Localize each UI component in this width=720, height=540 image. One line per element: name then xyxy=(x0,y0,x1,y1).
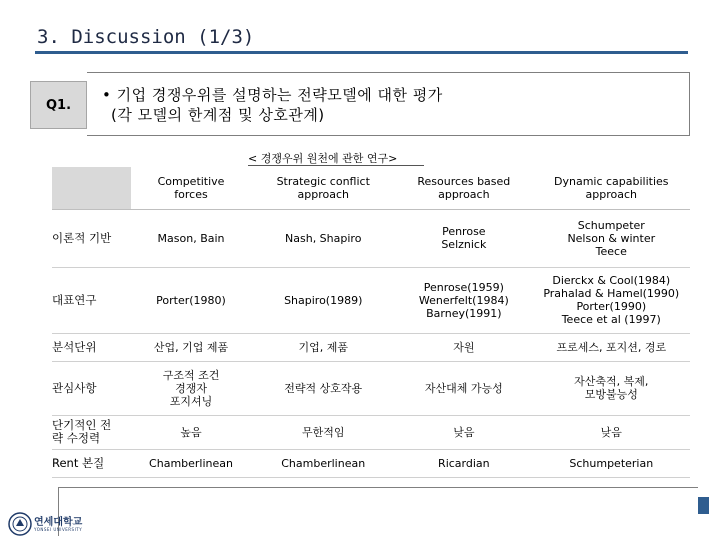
table-cell: Shapiro(1989) xyxy=(251,267,395,333)
footer-rule-horizontal xyxy=(58,487,698,488)
table-row xyxy=(52,449,690,477)
table-row xyxy=(52,209,690,267)
header-competitive-forces: Competitive forces xyxy=(131,167,252,209)
table-cell: 산업, 기업 제품 xyxy=(131,333,252,361)
table-cell: Dierckx & Cool(1984) Prahalad & Hamel(1990) Porter(1990) Teece et al (1997) xyxy=(533,267,690,333)
question-label: Q1. xyxy=(30,81,87,129)
table-cell: 자산대체 가능성 xyxy=(395,361,532,415)
table-header-row xyxy=(52,167,690,209)
table-cell: 낮음 xyxy=(533,415,690,449)
header-dynamic-capabilities: Dynamic capabilities approach xyxy=(533,167,690,209)
table-cell: 전략적 상호작용 xyxy=(251,361,395,415)
university-logo xyxy=(6,510,86,538)
table-cell: 무한적임 xyxy=(251,415,395,449)
table-cell: Porter(1980) xyxy=(131,267,252,333)
table-row xyxy=(52,333,690,361)
table-cell: Ricardian xyxy=(395,449,532,477)
row-label: 단기적인 전 략 수정력 xyxy=(52,415,131,449)
title-underline xyxy=(35,51,688,54)
university-seal-icon xyxy=(8,512,32,536)
question-panel xyxy=(87,72,690,136)
row-label: 이론적 기반 xyxy=(52,209,131,267)
table-caption: < 경쟁우위 원천에 관한 연구> xyxy=(248,152,398,165)
table-row xyxy=(52,267,690,333)
table-cell: 자원 xyxy=(395,333,532,361)
logo-text: 연세대학교 xyxy=(34,517,83,528)
table-cell: 자산축적, 복제, 모방불능성 xyxy=(533,361,690,415)
slide-title: 3. Discussion (1/3) xyxy=(37,26,255,48)
table-row xyxy=(52,361,690,415)
row-label: 분석단위 xyxy=(52,333,131,361)
row-label: Rent 본질 xyxy=(52,449,131,477)
header-strategic-conflict: Strategic conflict approach xyxy=(251,167,395,209)
header-resources-based: Resources based approach xyxy=(395,167,532,209)
row-label: 대표연구 xyxy=(52,267,131,333)
table-row xyxy=(52,415,690,449)
table-cell: Mason, Bain xyxy=(131,209,252,267)
table-cell: 높음 xyxy=(131,415,252,449)
corner-accent-square xyxy=(698,497,709,514)
comparison-table xyxy=(52,167,690,478)
table-cell: Schumpeterian xyxy=(533,449,690,477)
table-cell: 기업, 제품 xyxy=(251,333,395,361)
table-cell: Nash, Shapiro xyxy=(251,209,395,267)
table-cell: 구조적 조건 경쟁자 포지셔닝 xyxy=(131,361,252,415)
logo-subtext: YONSEI UNIVERSITY xyxy=(34,527,83,532)
table-cell: Chamberlinean xyxy=(251,449,395,477)
table-cell: Penrose Selznick xyxy=(395,209,532,267)
question-line-1: • 기업 경쟁우위를 설명하는 전략모델에 대한 평가 xyxy=(102,86,443,104)
table-cell: Penrose(1959) Wenerfelt(1984) Barney(1991) xyxy=(395,267,532,333)
table-cell: Schumpeter Nelson & winter Teece xyxy=(533,209,690,267)
row-label: 관심사항 xyxy=(52,361,131,415)
question-line-2: (각 모델의 한계점 및 상호관계) xyxy=(111,106,325,124)
table-cell: 낮음 xyxy=(395,415,532,449)
table-corner-cell xyxy=(52,167,131,209)
table-cell: 프로세스, 포지션, 경로 xyxy=(533,333,690,361)
table-cell: Chamberlinean xyxy=(131,449,252,477)
